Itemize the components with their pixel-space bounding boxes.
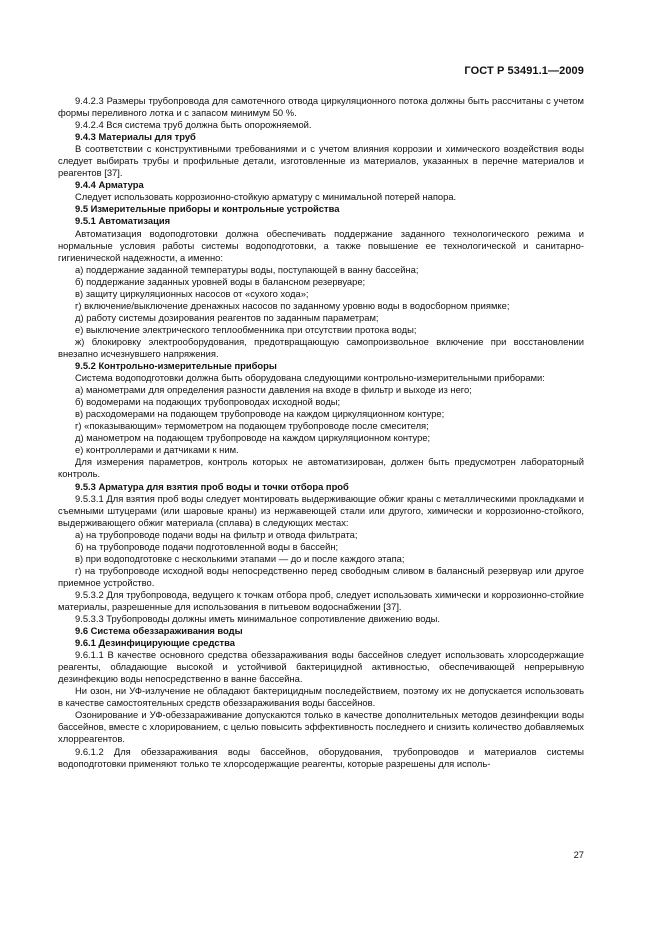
- paragraph: г) включение/выключение дренажных насосов по заданному уровню воды в водосборном приямке;: [75, 299, 510, 311]
- paragraph: г) на трубопроводе исходной воды непосредственно перед свободным сливом в балансный резервуар или другое приемное устройство.: [58, 564, 584, 588]
- paragraph: Озонирование и УФ-обеззараживание допускаются только в качестве дополнительных методов дезинфекции воды бассейнов, вместе с хлорированием, с целью повысить эффективность последнего и снизить количество добавляемых хлорреагентов.: [58, 709, 584, 745]
- paragraph: б) водомерами на подающих трубопроводах исходной воды;: [75, 396, 341, 408]
- paragraph: 9.4.2.4 Вся система труб должна быть опорожняемой.: [75, 119, 312, 131]
- standard-id: ГОСТ Р 53491.1—2009: [464, 65, 584, 77]
- paragraph: 9.6.1.1 В качестве основного средства обеззараживания воды бассейнов следует использовать хлорсодержащие реагенты, обладающие высокой и устойчивой бактерицидной активностью, обеспечивающей непрерывную дезинфекцию воды непосредственно в ванне бассейна.: [58, 649, 584, 685]
- paragraph: е) выключение электрического теплообменника при отсутствии протока воды;: [75, 323, 417, 335]
- paragraph: в) защиту циркуляционных насосов от «сухого хода»;: [75, 287, 309, 299]
- paragraph: г) «показывающим» термометром на подающем трубопроводе после смесителя;: [75, 420, 429, 432]
- paragraph: б) поддержание заданных уровней воды в балансном резервуаре;: [75, 275, 366, 287]
- paragraph: а) на трубопроводе подачи воды на фильтр и отвода фильтрата;: [75, 528, 358, 540]
- section-heading: 9.6 Система обеззараживания воды: [75, 625, 243, 637]
- paragraph: 9.6.1.2 Для обеззараживания воды бассейнов, оборудования, трубопроводов и материалов системы водоподготовки применяют только те хлорсодержащие реагенты, которые разрешены для исполь-: [58, 745, 584, 769]
- document-body: [58, 95, 584, 770]
- paragraph: 9.5.3.2 Для трубопровода, ведущего к точкам отбора проб, следует использовать химически и коррозионно-стойкие материалы, разрешенные для использования в питьевом водоснабжении [37].: [58, 588, 584, 612]
- paragraph: а) манометрами для определения разности давления на входе в фильтр и выходе из него;: [75, 384, 472, 396]
- paragraph: в) при водоподготовке с несколькими этапами — до и после каждого этапа;: [75, 552, 405, 564]
- section-heading: 9.5.1 Автоматизация: [75, 215, 171, 227]
- section-heading: 9.5 Измерительные приборы и контрольные устройства: [75, 203, 340, 215]
- paragraph: ж) блокировку электрооборудования, предотвращающую самопроизвольное включение при восстановлении внезапно исчезнувшего напряжения.: [58, 335, 584, 359]
- paragraph: Следует использовать коррозионно-стойкую арматуру с минимальной потерей напора.: [75, 191, 457, 203]
- paragraph: б) на трубопроводе подачи подготовленной воды в бассейн;: [75, 540, 339, 552]
- paragraph: 9.5.3.3 Трубопроводы должны иметь минимальное сопротивление движению воды.: [75, 613, 441, 625]
- paragraph: в) расходомерами на подающем трубопроводе на каждом циркуляционном контуре;: [75, 408, 445, 420]
- paragraph: 9.4.2.3 Размеры трубопровода для самотечного отвода циркуляционного потока должны быть рассчитаны с учетом формы переливного лотка и с запасом минимум 50 %.: [58, 95, 584, 119]
- paragraph: 9.5.3.1 Для взятия проб воды следует монтировать выдерживающие обжиг краны с металлическими прокладками и съемными штуцерами (или шаровые краны) из нержавеющей стали или другого, химически и коррозионно-стойкого, выдерживающего обжиг материала (сплава) в следующих местах:: [58, 492, 584, 528]
- paragraph: Автоматизация водоподготовки должна обеспечивать поддержание заданного технологического режима и нормальные условия работы системы водоподготовки, а также повышение ее технологической и санитарно-гигиенической надежности, а именно:: [58, 227, 584, 263]
- section-heading: 9.4.3 Материалы для труб: [75, 131, 196, 143]
- paragraph: Для измерения параметров, контроль которых не автоматизирован, должен быть предусмотрен лабораторный контроль.: [58, 456, 584, 480]
- section-heading: 9.4.4 Арматура: [75, 179, 144, 191]
- paragraph: Система водоподготовки должна быть оборудована следующими контрольно-измерительными приборами:: [75, 372, 545, 384]
- section-heading: 9.5.2 Контрольно-измерительные приборы: [75, 360, 277, 372]
- paragraph: д) работу системы дозирования реагентов по заданным параметрам;: [75, 311, 379, 323]
- paragraph: В соответствии с конструктивными требованиями и с учетом влияния коррозии и химического воздействия воды следует выбирать трубы и профильные детали, изготовленные из материалов, указанных в перечне материалов и реагентов [37].: [58, 143, 584, 179]
- section-heading: 9.6.1 Дезинфицирующие средства: [75, 637, 235, 649]
- paragraph: а) поддержание заданной температуры воды, поступающей в ванну бассейна;: [75, 263, 419, 275]
- paragraph: Ни озон, ни УФ-излучение не обладают бактерицидным последействием, поэтому их не допускается использовать в качестве самостоятельных средств обеззараживания воды бассейнов.: [58, 685, 584, 709]
- paragraph: д) манометром на подающем трубопроводе на каждом циркуляционном контуре;: [75, 432, 431, 444]
- section-heading: 9.5.3 Арматура для взятия проб воды и точки отбора проб: [75, 480, 349, 492]
- paragraph: е) контроллерами и датчиками к ним.: [75, 444, 239, 456]
- page-number: 27: [573, 849, 584, 860]
